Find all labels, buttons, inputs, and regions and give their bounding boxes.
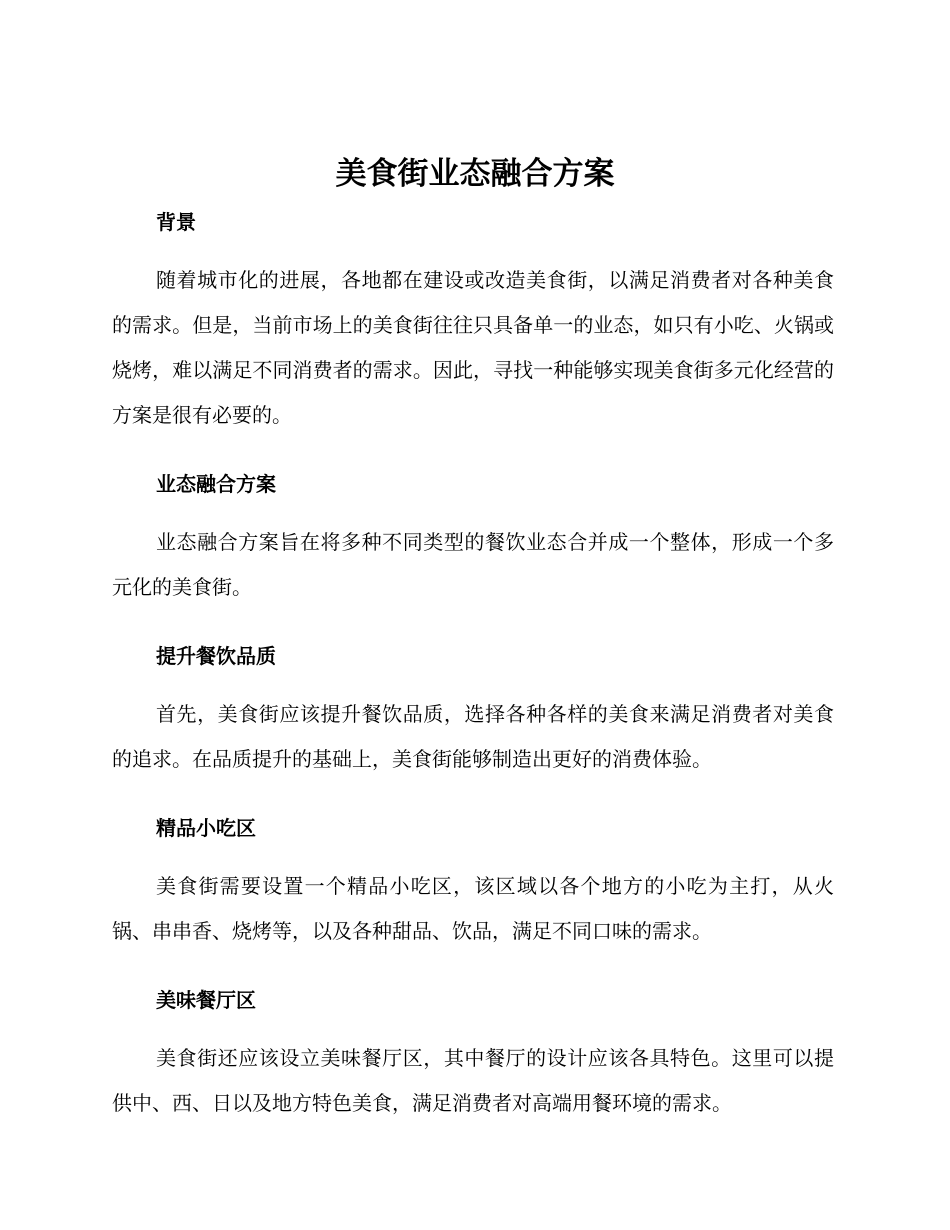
section-paragraph: 美食街需要设置一个精品小吃区，该区域以各个地方的小吃为主打，从火锅、串串香、烧烤等，以及各种甜品、饮品，满足不同口味的需求。: [112, 874, 834, 943]
section-business-integration: [112, 461, 834, 610]
document-title: 美食街业态融合方案: [335, 156, 615, 192]
section-heading: 美味餐厅区: [156, 988, 256, 1012]
section-paragraph: 业态融合方案旨在将多种不同类型的餐饮业态合并成一个整体，形成一个多元化的美食街。: [112, 530, 834, 599]
section-paragraph: 首先，美食街应该提升餐饮品质，选择各种各样的美食来满足消费者对美食的追求。在品质提升的基础上，美食街能够制造出更好的消费体验。: [112, 702, 834, 771]
section-restaurant-zone: [112, 977, 834, 1126]
section-snack-zone: [112, 805, 834, 954]
section-paragraph: 美食街还应该设立美味餐厅区，其中餐厅的设计应该各具特色。这里可以提供中、西、日以及地方特色美食，满足消费者对高端用餐环境的需求。: [112, 1046, 834, 1115]
document-body: [112, 199, 834, 1149]
section-heading: 精品小吃区: [156, 816, 256, 840]
section-heading: 业态融合方案: [156, 472, 276, 496]
section-heading: 提升餐饮品质: [156, 644, 276, 668]
section-background: [112, 199, 834, 438]
section-paragraph: 随着城市化的进展，各地都在建设或改造美食街，以满足消费者对各种美食的需求。但是，当前市场上的美食街往往只具备单一的业态，如只有小吃、火锅或烧烤，难以满足不同消费者的需求。因此，寻找一种能够实现美食街多元化经营的方案是很有必要的。: [112, 268, 834, 427]
section-heading: 背景: [156, 210, 196, 234]
section-quality-improvement: [112, 633, 834, 782]
